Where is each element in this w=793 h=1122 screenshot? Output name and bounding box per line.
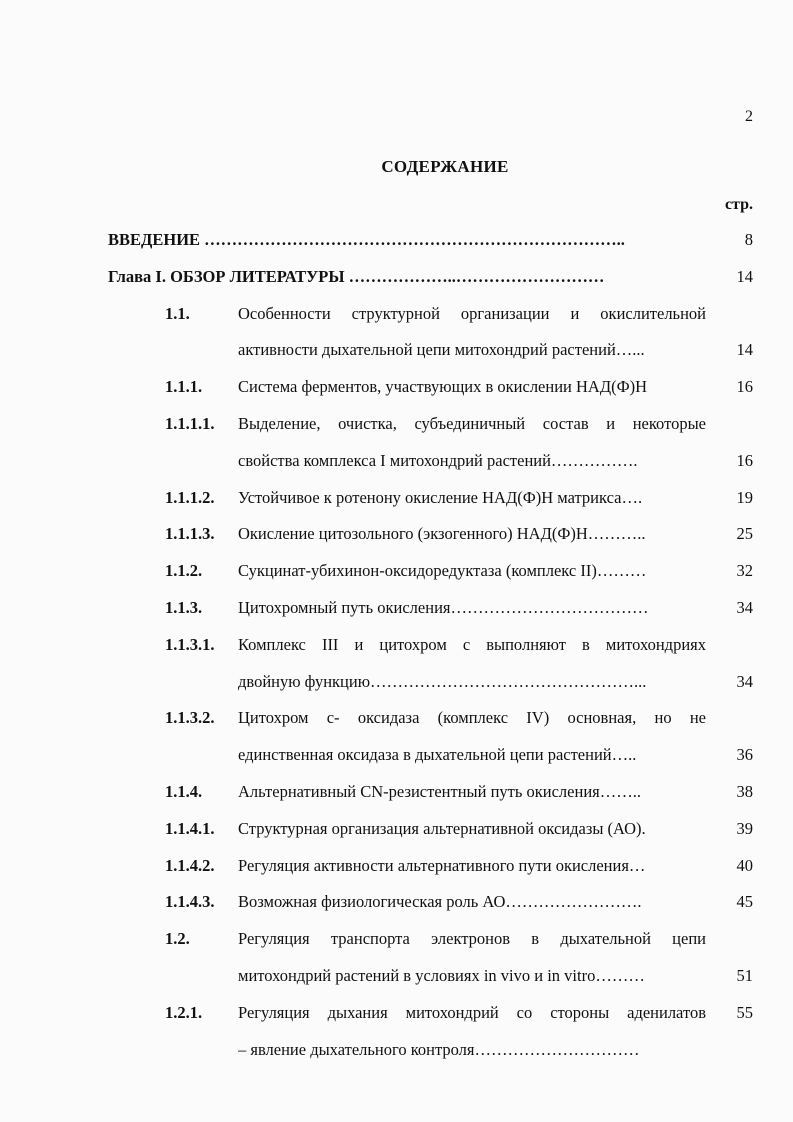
toc-entry — [108, 774, 753, 811]
toc-entry-title — [238, 406, 706, 480]
toc-entry — [108, 369, 753, 406]
toc-entry — [108, 884, 753, 921]
toc-entry-number: 1.1.3. — [165, 597, 203, 617]
toc-entry-line: свойства комплекса I митохондрий растений……………. — [238, 450, 638, 470]
toc-entry-line: Выделение, очистка, субъединичный состав и некоторые — [238, 413, 706, 433]
toc-entry-number: 1.1.1. — [165, 377, 203, 397]
toc-entry-page: 14 — [736, 266, 753, 286]
toc-entry-title — [108, 259, 708, 296]
toc-entry-page: 8 — [744, 230, 753, 249]
page-number: 2 — [745, 108, 753, 125]
toc-entry-page: 39 — [736, 818, 753, 838]
toc-entry-number: 1.1. — [165, 303, 190, 323]
toc-entry-title — [238, 516, 706, 553]
toc-entry-title — [238, 848, 706, 885]
toc-entry — [108, 553, 753, 590]
toc-entry-title — [238, 995, 706, 1069]
toc-entry-page: 32 — [736, 561, 753, 581]
toc-entry-line: единственная оксидаза в дыхательной цепи растений….. — [238, 745, 637, 765]
toc-entry — [108, 222, 753, 259]
toc-entry-line: ВВЕДЕНИЕ ………………………………………………………………….. — [108, 230, 625, 249]
toc-entry-number: 1.1.1.2. — [165, 487, 215, 507]
toc-entry — [108, 406, 753, 480]
toc-entry-line: митохондрий растений в условиях in vivo и in vitro……… — [238, 965, 645, 985]
toc-entry-number: 1.2.1. — [165, 1002, 203, 1022]
toc-entry-line: Регуляция транспорта электронов в дыхательной цепи — [238, 929, 706, 949]
toc-entry-line: Глава I. ОБЗОР ЛИТЕРАТУРЫ ………………..……………………… — [108, 266, 605, 286]
toc-entry — [108, 995, 753, 1069]
toc-entry — [108, 590, 753, 627]
toc-entry-line: Регуляция дыхания митохондрий со стороны аденилатов — [238, 1002, 706, 1022]
toc-entry-title — [238, 811, 706, 848]
toc-entry-number: 1.1.4.2. — [165, 855, 215, 875]
toc-entry-number: 1.1.1.3. — [165, 524, 215, 544]
toc-entry-number: 1.1.2. — [165, 561, 203, 581]
toc-entry-title — [238, 480, 706, 517]
page-column-header: стр. — [724, 196, 753, 213]
toc-entry-line: Альтернативный CN-резистентный путь окисления…….. — [238, 781, 641, 801]
toc-entry-title — [238, 921, 706, 995]
toc-entry-page: 34 — [736, 671, 753, 691]
toc-entry-number: 1.1.3.1. — [165, 634, 215, 654]
toc-entry-line: – явление дыхательного контроля………………………… — [238, 1039, 640, 1059]
toc-entry-title — [238, 553, 706, 590]
table-of-contents — [108, 222, 753, 1068]
toc-entry-page: 19 — [736, 487, 753, 507]
toc-entry-number: 1.1.4.1. — [165, 818, 215, 838]
toc-entry-number: 1.1.4. — [165, 781, 203, 801]
toc-entry-line: Сукцинат-убихинон-оксидоредуктаза (комплекс II)……… — [238, 561, 647, 581]
toc-entry-title — [238, 627, 706, 701]
toc-entry-line: двойную функцию…………………………………………... — [238, 671, 647, 691]
toc-entry — [108, 627, 753, 701]
toc-entry-line: Структурная организация альтернативной оксидазы (АО). — [238, 818, 646, 838]
page-title: СОДЕРЖАНИЕ — [381, 157, 509, 176]
toc-entry-number: 1.1.1.1. — [165, 413, 215, 433]
toc-entry-page: 55 — [736, 1002, 753, 1022]
toc-entry-page: 51 — [736, 965, 753, 985]
toc-entry-title — [238, 369, 706, 406]
toc-entry — [108, 516, 753, 553]
toc-entry-title — [238, 296, 706, 370]
toc-entry-line: активности дыхательной цепи митохондрий растений…... — [238, 340, 645, 360]
toc-entry-title — [238, 590, 706, 627]
toc-entry-number: 1.2. — [165, 929, 190, 949]
toc-entry-number: 1.1.4.3. — [165, 892, 215, 912]
toc-entry-title — [108, 222, 708, 259]
toc-entry-page: 14 — [736, 340, 753, 360]
toc-entry-page: 16 — [736, 450, 753, 470]
toc-entry-line: Комплекс III и цитохром с выполняют в митохондриях — [238, 634, 706, 654]
toc-entry — [108, 848, 753, 885]
toc-entry — [108, 480, 753, 517]
toc-entry-number: 1.1.3.2. — [165, 708, 215, 728]
toc-entry-line: Особенности структурной организации и окислительной — [238, 303, 706, 323]
toc-entry-line: Цитохромный путь окисления……………………………… — [238, 597, 649, 617]
toc-entry-page: 34 — [736, 597, 753, 617]
toc-entry-page: 16 — [736, 377, 753, 397]
toc-entry-line: Окисление цитозольного (экзогенного) НАД(Ф)Н……….. — [238, 524, 646, 544]
toc-entry — [108, 259, 753, 296]
toc-entry — [108, 700, 753, 774]
toc-entry-line: Устойчивое к ротенону окисление НАД(Ф)Н матрикса…. — [238, 487, 643, 507]
toc-entry — [108, 811, 753, 848]
toc-entry-line: Цитохром с- оксидаза (комплекс IV) основная, но не — [238, 708, 706, 728]
toc-entry-page: 40 — [736, 855, 753, 875]
toc-entry-line: Система ферментов, участвующих в окислении НАД(Ф)Н — [238, 377, 648, 397]
toc-entry-title — [238, 774, 706, 811]
toc-entry — [108, 921, 753, 995]
toc-entry-page: 45 — [736, 892, 753, 912]
toc-entry-line: Возможная физиологическая роль АО……………………. — [238, 892, 642, 912]
toc-entry-page: 36 — [736, 745, 753, 765]
toc-entry-title — [238, 884, 706, 921]
toc-entry-page: 38 — [736, 781, 753, 801]
toc-entry-page: 25 — [736, 524, 753, 544]
toc-entry — [108, 296, 753, 370]
toc-entry-line: Регуляция активности альтернативного пути окисления… — [238, 855, 646, 875]
toc-entry-title — [238, 700, 706, 774]
